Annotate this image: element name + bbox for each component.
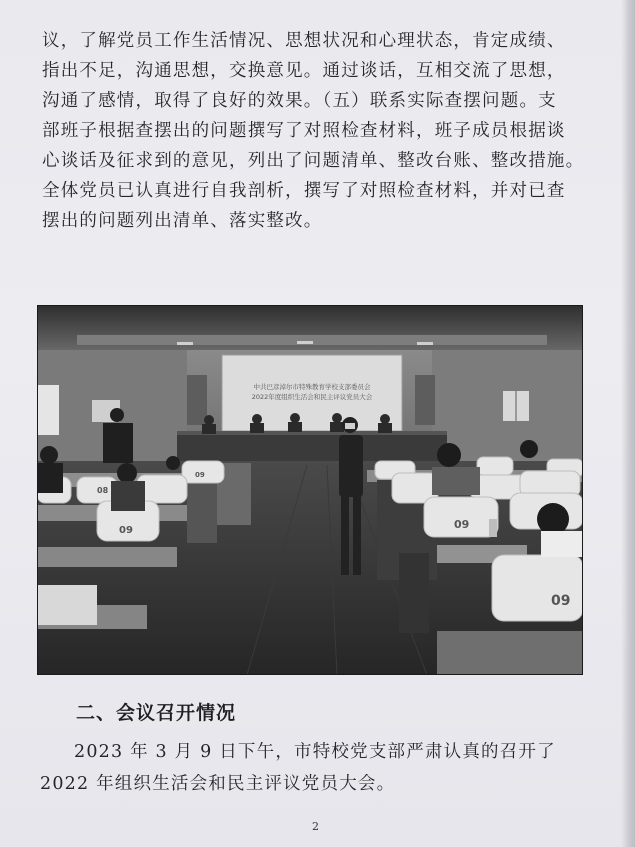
paragraph-1-line: 沟通了感情，取得了良好的效果。（五）联系实际查摆问题。支 <box>42 91 557 111</box>
svg-text:08: 08 <box>97 486 109 495</box>
meeting-photo-illustration <box>37 305 583 675</box>
chair-number-left: 09 <box>119 525 133 536</box>
paragraph-1-line: 部班子根据查摆出的问题撰写了对照检查材料，班子成员根据谈 <box>42 121 566 141</box>
paragraph-1 <box>42 26 585 236</box>
banner-line-1: 中共巴彦淖尔市特殊教育学校支部委员会 <box>253 383 371 391</box>
paragraph-1-line: 摆出的问题列出清单、落实整改。 <box>42 211 323 231</box>
meeting-photo <box>37 305 583 675</box>
paragraph-1-line: 心谈话及征求到的意见，列出了问题清单、整改台账、整改措施。 <box>42 151 585 171</box>
page-edge-shadow <box>621 0 635 847</box>
paragraph-1-line: 议，了解党员工作生活情况、思想状况和心理状态，肯定成绩、 <box>42 31 566 51</box>
paragraph-1-line: 全体党员已认真进行自我剖析，撰写了对照检查材料，并对已查 <box>42 181 566 201</box>
page-number: 2 <box>312 820 319 833</box>
section-heading: 二、会议召开情况 <box>76 702 237 724</box>
paragraph-2-line: 2022 年组织生活会和民主评议党员大会。 <box>40 774 396 794</box>
paragraph-2-line: 2023 年 3 月 9 日下午，市特校党支部严肃认真的召开了 <box>74 742 556 762</box>
svg-text:09: 09 <box>454 518 470 531</box>
paragraph-1-line: 指出不足，沟通思想，交换意见。通过谈话，互相交流了思想， <box>42 61 566 81</box>
svg-text:09: 09 <box>195 471 205 479</box>
banner-line-2: 2022年度组织生活会和民主评议党员大会 <box>251 393 373 401</box>
paragraph-2 <box>40 736 600 800</box>
svg-text:09: 09 <box>551 593 571 609</box>
